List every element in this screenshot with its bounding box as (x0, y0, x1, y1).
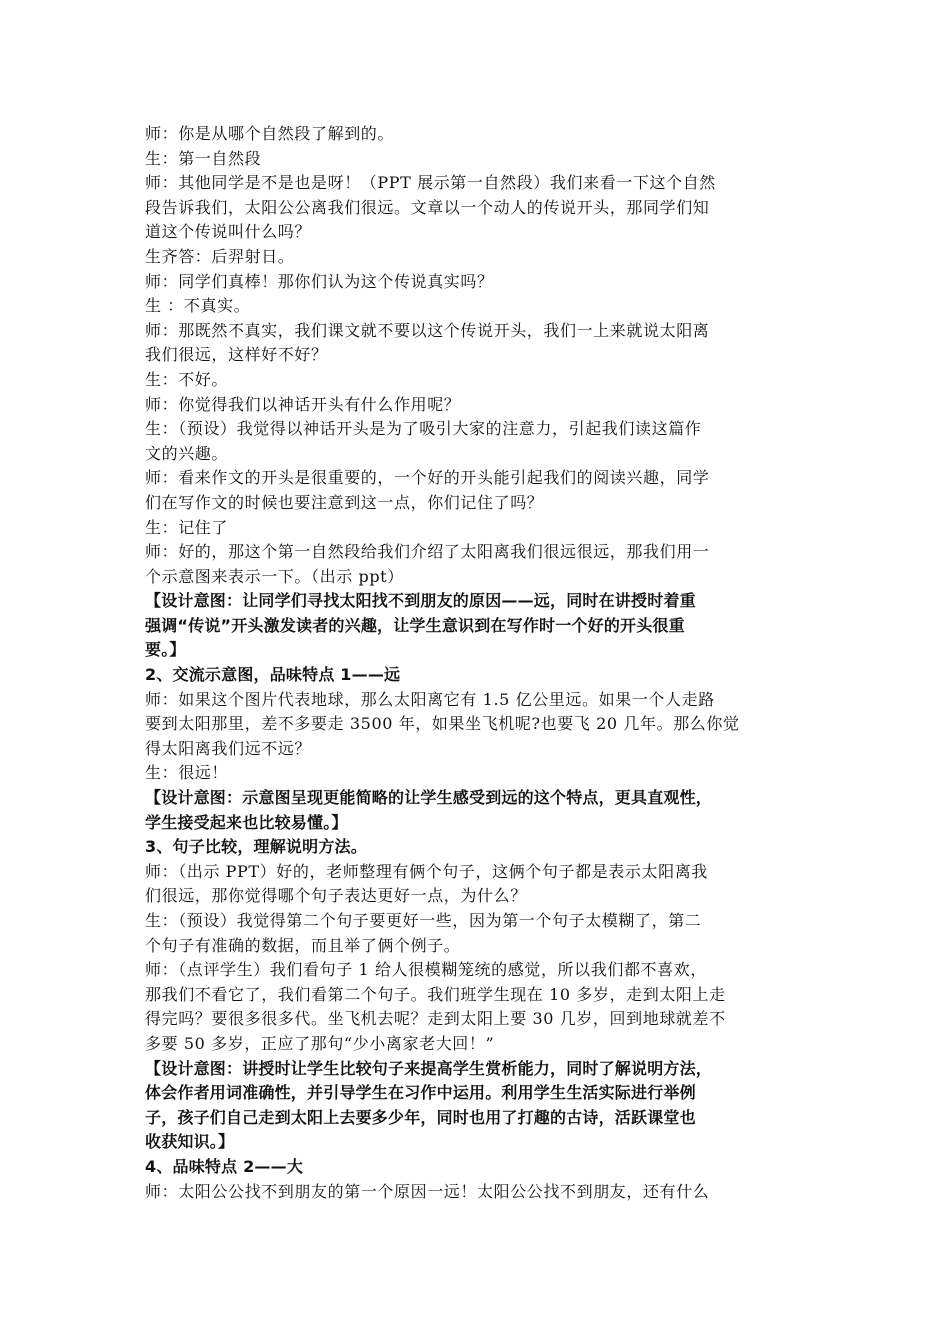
text-line: 师：如果这个图片代表地球，那么太阳离它有 1.5 亿公里远。如果一个人走路 (145, 689, 715, 709)
document-body (145, 122, 810, 1204)
text-line: 我们很远，这样好不好？ (145, 345, 328, 365)
text-line: 师：同学们真棒！那你们认为这个传说真实吗？ (145, 271, 494, 291)
text-line: 个示意图来表示一下。（出示 ppt） (145, 566, 404, 586)
text-line: 师：那既然不真实，我们课文就不要以这个传说开头，我们一上来就说太阳离 (145, 320, 710, 340)
text-line: 师：你觉得我们以神话开头有什么作用呢？ (145, 394, 461, 414)
emphasis-text-line: 子，孩子们自己走到太阳上去要多少年，同时也用了打趣的古诗，活跃课堂也 (145, 1107, 696, 1127)
text-line: 生：（预设）我觉得第二个句子要更好一些，因为第一个句子太模糊了，第二 (145, 911, 702, 930)
text-line: 个句子有准确的数据，而且举了俩个例子。 (145, 935, 461, 955)
emphasis-text-line: 体会作者用词准确性，并引导学生在习作中运用。利用学生生活实际进行举例 (145, 1083, 696, 1103)
text-line: 师：看来作文的开头是很重要的，一个好的开头能引起我们的阅读兴趣，同学 (145, 468, 710, 488)
text-line: 那我们不看它了，我们看第二个句子。我们班学生现在 10 多岁，走到太阳上走 (145, 984, 726, 1004)
emphasis-text-line: 要。】 (145, 640, 186, 660)
emphasis-text-line: 2、交流示意图，品味特点 1——远 (145, 665, 401, 685)
text-line: 们在写作文的时候也要注意到这一点，你们记住了吗？ (145, 492, 544, 512)
text-line: 生：很远！ (145, 763, 229, 783)
text-line: 师：其他同学是不是也是呀！（PPT 展示第一自然段）我们来看一下这个自然 (145, 173, 716, 193)
text-line: 生：不好。 (145, 369, 229, 389)
text-line: 道这个传说叫什么吗？ (145, 222, 312, 242)
text-line: 得完吗？要很多很多代。坐飞机去呢？走到太阳上要 30 几岁，回到地球就差不 (145, 1009, 726, 1029)
text-line: 生齐答：后羿射日。 (145, 246, 295, 266)
text-line: 师：太阳公公找不到朋友的第一个原因一远！太阳公公找不到朋友，还有什么 (145, 1181, 710, 1201)
text-line: 师：好的，那这个第一自然段给我们介绍了太阳离我们很远很远，那我们用一 (145, 542, 710, 562)
text-line: 得太阳离我们远不远？ (145, 738, 312, 758)
emphasis-text-line: 收获知识。】 (145, 1132, 235, 1152)
emphasis-text-line: 【设计意图：示意图呈现更能简略的让学生感受到远的这个特点，更具直观性， (145, 788, 713, 808)
text-line: 段告诉我们，太阳公公离我们很远。文章以一个动人的传说开头，那同学们知 (145, 197, 710, 217)
text-line: 生：记住了 (145, 517, 229, 537)
emphasis-text-line: 3、句子比较，理解说明方法。 (145, 837, 367, 857)
text-line: 生：第一自然段 (145, 148, 262, 168)
emphasis-text-line: 4、品味特点 2——大 (145, 1156, 304, 1176)
text-line: 多要 50 多岁，正应了那句“少小离家老大回！” (145, 1033, 495, 1053)
text-line: 要到太阳那里，差不多要走 3500 年，如果坐飞机呢?也要飞 20 几年。那么你觉 (145, 714, 740, 734)
text-line: 师：（出示 PPT）好的，老师整理有俩个句子，这俩个句子都是表示太阳离我 (145, 861, 708, 881)
text-line: 文的兴趣。 (145, 443, 229, 463)
emphasis-text-line: 【设计意图：让同学们寻找太阳找不到朋友的原因——远，同时在讲授时着重 (145, 591, 696, 611)
text-line: 生：（预设）我觉得以神话开头是为了吸引大家的注意力，引起我们读这篇作 (145, 419, 702, 439)
emphasis-text-line: 学生接受起来也比较易懂。】 (145, 812, 348, 832)
text-line: 师：（点评学生）我们看句子 1 给人很模糊笼统的感觉，所以我们都不喜欢， (145, 960, 707, 980)
emphasis-text-line: 强调“传说”开头激发读者的兴趣，让学生意识到在写作时一个好的开头很重 (145, 615, 685, 635)
emphasis-text-line: 【设计意图：讲授时让学生比较句子来提高学生赏析能力，同时了解说明方法， (145, 1058, 713, 1078)
text-line: 们很远，那你觉得哪个句子表达更好一点，为什么？ (145, 886, 527, 906)
text-line: 生 ：不真实。 (145, 296, 251, 316)
text-line: 师：你是从哪个自然段了解到的。 (145, 124, 395, 143)
